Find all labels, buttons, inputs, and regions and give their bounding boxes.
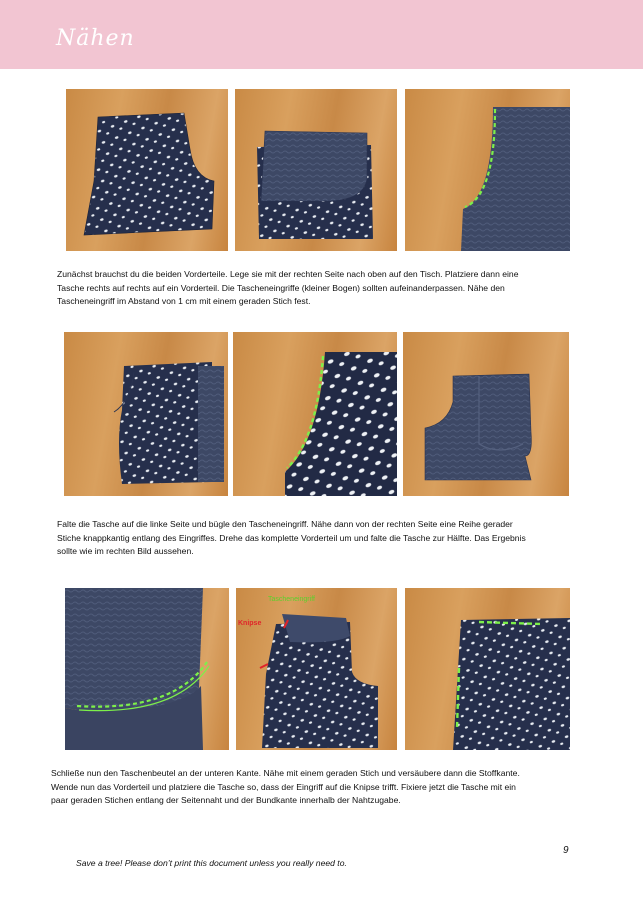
text-line: Tasche rechts auf rechts auf ein Vorderteil. Die Tascheneingriffe (kleiner Bogen) sollten aufeinanderpassen. Nähe den	[57, 282, 505, 293]
page-number: 9	[563, 845, 569, 856]
photo-pocket-stitched	[405, 89, 570, 251]
page-title: Nähen	[56, 26, 135, 51]
photo-front-piece	[66, 89, 228, 251]
text-line: Tascheneingriff im Abstand von 1 cm mit einem geraden Stich fest.	[57, 296, 311, 306]
photo-pocket-fixed	[405, 588, 570, 750]
label-knipse: Knipse	[238, 620, 262, 627]
section-3-text	[51, 767, 520, 808]
photo-pocket-folded-half	[403, 332, 569, 496]
text-line: Wende nun das Vorderteil und platziere die Tasche so, dass der Eingriff auf die Knipse trifft. Fixiere jetzt die Tasche mit ein	[51, 781, 516, 792]
label-tascheneingriff: Tascheneingriff	[268, 596, 315, 603]
section-1-text	[57, 268, 519, 309]
text-line: paar geraden Stichen entlang der Seitennaht und der Bundkante innerhalb der Nahtzugabe.	[51, 795, 401, 805]
photo-topstitch-closeup	[233, 332, 397, 496]
page-header	[0, 0, 643, 69]
photo-pocket-bag-closed	[65, 588, 229, 750]
section-2-text	[57, 518, 526, 559]
text-line: Schließe nun den Taschenbeutel an der unteren Kante. Nähe mit einem geraden Stich und versäubere dann die Stoffkante.	[51, 768, 520, 778]
text-line: Zunächst brauchst du die beiden Vorderteile. Lege sie mit der rechten Seite nach oben auf den Tisch. Platziere dann eine	[57, 269, 519, 279]
text-line: Stiche knappkantig entlang des Eingriffes. Drehe das komplette Vorderteil um und falte die Tasche zur Hälfte. Das Ergebnis	[57, 532, 526, 543]
photo-pocket-folded	[64, 332, 228, 496]
photo-pocket-placement	[236, 588, 397, 750]
text-line: Falte die Tasche auf die linke Seite und bügle den Tascheneingriff. Nähe dann von der rechten Seite eine Reihe gerader	[57, 519, 513, 529]
footer-note: Save a tree! Please don’t print this document unless you really need to.	[76, 858, 347, 868]
photo-pocket-on-front	[235, 89, 397, 251]
text-line: sollte wie im rechten Bild aussehen.	[57, 546, 194, 556]
